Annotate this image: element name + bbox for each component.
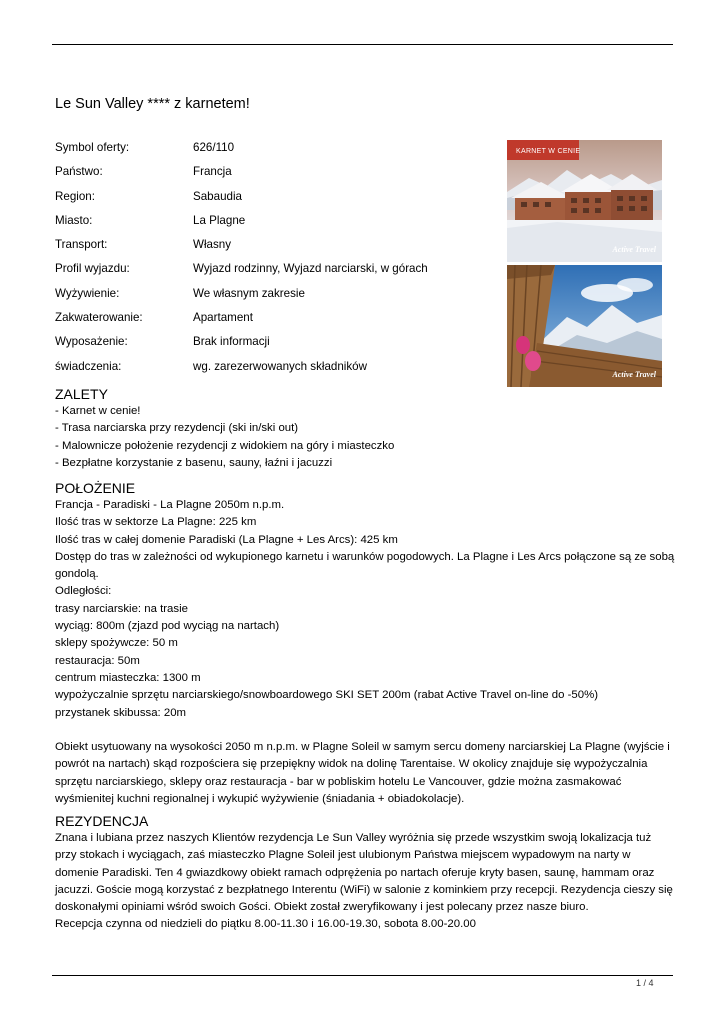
spec-row: [55, 309, 495, 333]
spec-key: Państwo:: [55, 165, 103, 179]
spec-row: [55, 163, 495, 187]
offer-specs-table: [55, 139, 495, 382]
spec-value: Francja: [193, 165, 232, 179]
spec-row: [55, 333, 495, 357]
residence-photo-image: [507, 140, 662, 262]
text-line: przystanek skibussa: 20m: [55, 706, 187, 719]
reception-hours: Recepcja czynna od niedzieli do piątku 8.00-11.30 i 16.00-19.30, sobota 8.00-20.00: [55, 918, 476, 931]
spec-key: Wyżywienie:: [55, 286, 120, 300]
spec-key: Region:: [55, 189, 95, 203]
spec-value: Sabaudia: [193, 189, 242, 203]
text-line: wyciąg: 800m (zjazd pod wyciąg na nartach): [55, 620, 280, 633]
spec-value: 626/110: [193, 141, 235, 154]
balcony-photo-image: [507, 265, 662, 387]
footer-rule: [52, 975, 673, 976]
page-title: Le Sun Valley **** z karnetem!: [55, 96, 250, 112]
rezydencja-section: [55, 812, 675, 934]
spec-row: [55, 285, 495, 309]
spec-value: La Plagne: [193, 213, 246, 227]
text-line: Ilość tras w sektorze La Plagne: 225 km: [55, 516, 257, 529]
page-number: 1 / 4: [636, 978, 654, 988]
photo-watermark: Active Travel: [612, 245, 656, 254]
spec-value: Brak informacji: [193, 335, 270, 349]
list-item: - Karnet w cenie!: [55, 405, 141, 417]
photo-watermark: Active Travel: [612, 370, 656, 379]
spec-row: [55, 358, 495, 382]
text-line: Francja - Paradiski - La Plagne 2050m n.p.m.: [55, 499, 285, 511]
offer-badge: KARNET W CENIE: [516, 148, 581, 155]
spec-key: Transport:: [55, 238, 108, 252]
spec-row: [55, 188, 495, 212]
section-heading: REZYDENCJA: [55, 813, 149, 829]
text-line: Dostęp do tras w zależności od wykupionego karnetu i warunków pogodowych. La Plagne i Les Arcs połączone są ze sobą gondolą.: [55, 550, 675, 581]
text-line: Ilość tras w całej domenie Paradiski (La Plagne + Les Arcs): 425 km: [55, 533, 398, 546]
text-line: centrum miasteczka: 1300 m: [55, 671, 201, 684]
spec-row: [55, 236, 495, 260]
zalety-section: [55, 385, 675, 472]
section-heading: ZALETY: [55, 386, 108, 402]
spec-key: Zakwaterowanie:: [55, 311, 143, 325]
text-line: trasy narciarskie: na trasie: [55, 602, 188, 615]
text-line: wypożyczalnie sprzętu narciarskiego/snowboardowego SKI SET 200m (rabat Active Travel on-line do -50%): [55, 689, 599, 702]
spec-value: We własnym zakresie: [193, 286, 305, 300]
spec-row: [55, 260, 495, 284]
balcony-photo: [507, 265, 662, 387]
section-heading: POŁOŻENIE: [55, 480, 136, 496]
spec-key: świadczenia:: [55, 359, 122, 373]
spec-row: [55, 212, 495, 236]
residence-photo: [507, 140, 662, 262]
list-item: - Bezpłatne korzystanie z basenu, sauny, łaźni i jacuzzi: [55, 456, 333, 469]
text-line: sklepy spożywcze: 50 m: [55, 637, 178, 650]
spec-value: Własny: [193, 238, 232, 252]
list-item: - Malownicze położenie rezydencji z widokiem na góry i miasteczko: [55, 439, 395, 452]
text-line: restauracja: 50m: [55, 654, 140, 667]
spec-row: [55, 139, 495, 163]
spec-key: Wyposażenie:: [55, 335, 128, 349]
header-rule: [52, 44, 673, 45]
text-line: Odległości:: [55, 585, 112, 598]
spec-key: Profil wyjazdu:: [55, 262, 130, 276]
spec-key: Miasto:: [55, 213, 93, 227]
spec-value: Wyjazd rodzinny, Wyjazd narciarski, w górach: [193, 262, 428, 276]
spec-value: wg. zarezerwowanych składników: [193, 359, 367, 373]
residence-paragraph: Znana i lubiana przez naszych Klientów rezydencja Le Sun Valley wyróżnia się przede wszystkim swoją lokalizacja tuż przy stokach i wyciągach, zaś miasteczko Plagne Soleil jest ulubionym Państwa miejscem wypadowym na narty w domenie Paradiski. Ten 4 gwiazdkowy obiekt ramach odprężenia po nartach oferuje kryty basen, saunę, hammam oraz jacuzzi. Goście mogą korzystać z bezpłatnego Interentu (WiFi) w salonie z kominkiem przy recepcji. Rezydencja cieszy się doskonałymi opiniami wśród swoich Gości. Obiekt został zweryfikowany i jest polecany przez nasze biuro.: [55, 832, 673, 914]
spec-key: Symbol oferty:: [55, 141, 130, 154]
polozenie-section: [55, 479, 675, 808]
location-paragraph: Obiekt usytuowany na wysokości 2050 m n.p.m. w Plagne Soleil w samym sercu domeny narciarskiej La Plagne (wyjście i powrót na nartach) skąd rozpościera się przepiękny widok na dolinę Tarentaise. W okolicy znajduje się wypożyczalnia sprzętu narciarskiego, sklepy oraz restauracja - bar w pobliskim hotelu Le Vancouver, gdzie można zasmakować wyśmienitej kuchni regionalnej i wykupić wyżywienie (śniadania + obiadokolacje).: [55, 741, 670, 806]
list-item: - Trasa narciarska przy rezydencji (ski in/ski out): [55, 422, 299, 435]
spec-value: Apartament: [193, 311, 253, 325]
